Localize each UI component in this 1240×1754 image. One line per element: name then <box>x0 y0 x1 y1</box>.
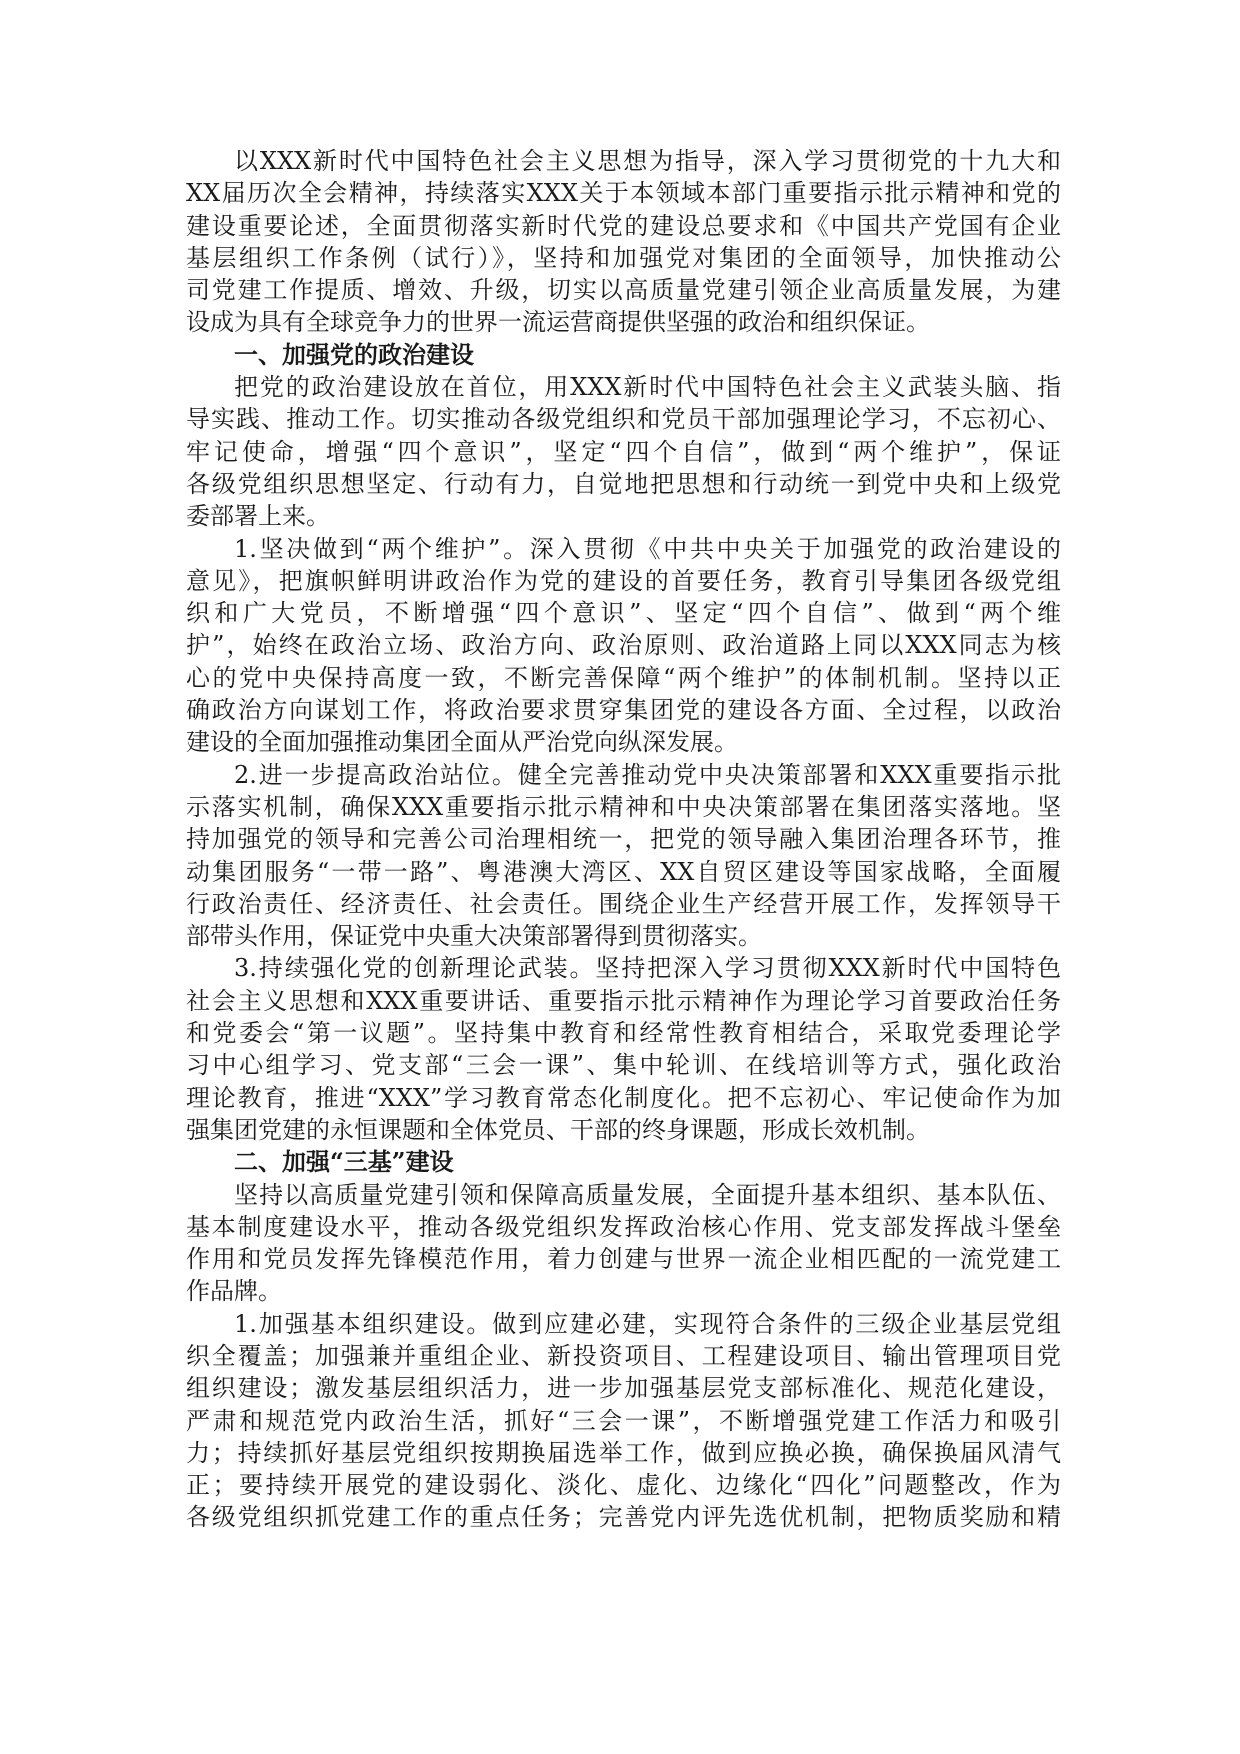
text-line: 动集团服务“一带一路”、粤港澳大湾区、XX自贸区建设等国家战略，全面履 <box>186 857 1061 886</box>
text-line: 把党的政治建设放在首位，用XXX新时代中国特色社会主义武装头脑、指 <box>234 373 1061 402</box>
text-line: 确政治方向谋划工作，将政治要求贯穿集团党的建设各方面、全过程，以政治 <box>186 696 1061 725</box>
text-line: 基层组织工作条例（试行）》，坚持和加强党对集团的全面领导，加快推动公 <box>186 243 1061 272</box>
text-line: 行政治责任、经济责任、社会责任。围绕企业生产经营开展工作，发挥领导干 <box>186 889 1061 918</box>
text-line: 理论教育，推进“XXX”学习教育常态化制度化。把不忘初心、牢记使命作为加 <box>186 1083 1061 1112</box>
text-line: 以XXX新时代中国特色社会主义思想为指导，深入学习贯彻党的十九大和 <box>234 147 1061 175</box>
text-line: 一、加强党的政治建设 <box>234 339 474 369</box>
paragraph <box>186 533 1061 759</box>
text-line: 建设重要论述，全面贯彻落实新时代党的建设总要求和《中国共产党国有企业 <box>186 211 1061 240</box>
text-line: 1.坚决做到“两个维护”。深入贯彻《中共中央关于加强党的政治建设的 <box>234 534 1061 563</box>
text-line: 3.持续强化党的创新理论武装。坚持把深入学习贯彻XXX新时代中国特色 <box>234 954 1061 983</box>
text-line: 2.进一步提高政治站位。健全完善推动党中央决策部署和XXX重要指示批 <box>234 760 1061 789</box>
text-line: 组织建设；激发基层组织活力，进一步加强基层党支部标准化、规范化建设， <box>186 1374 1061 1403</box>
section-heading <box>186 339 1061 371</box>
text-line: 持加强党的领导和完善公司治理相统一，把党的领导融入集团治理各环节，推 <box>186 825 1061 854</box>
document-page <box>186 145 1061 1534</box>
text-line: 护”，始终在政治立场、政治方向、政治原则、政治道路上同以XXX同志为核 <box>186 631 1061 660</box>
text-line: 社会主义思想和XXX重要讲话、重要指示批示精神作为理论学习首要政治任务 <box>186 986 1061 1015</box>
text-line: 正；要持续开展党的建设弱化、淡化、虚化、边缘化“四化”问题整改，作为 <box>186 1471 1061 1500</box>
text-line: 各级党组织思想坚定、行动有力，自觉地把思想和行动统一到党中央和上级党 <box>186 469 1061 498</box>
text-line: 牢记使命，增强“四个意识”，坚定“四个自信”，做到“两个维护”，保证 <box>186 437 1061 466</box>
text-line: 织全覆盖；加强兼并重组企业、新投资项目、工程建设项目、输出管理项目党 <box>186 1341 1061 1370</box>
text-line: 1.加强基本组织建设。做到应建必建，实现符合条件的三级企业基层党组 <box>234 1309 1061 1338</box>
section-heading <box>186 1146 1061 1178</box>
paragraph <box>186 759 1061 953</box>
paragraph <box>186 1308 1061 1534</box>
text-line: 作用和党员发挥先锋模范作用，着力创建与世界一流企业相匹配的一流党建工 <box>186 1245 1061 1274</box>
text-line: 强集团党建的永恒课题和全体党员、干部的终身课题，形成长效机制。 <box>186 1115 930 1144</box>
text-line: 部带头作用，保证党中央重大决策部署得到贯彻落实。 <box>186 922 762 951</box>
text-line: 作品牌。 <box>186 1277 282 1306</box>
text-line: 力；持续抓好基层党组织按期换届选举工作，做到应换必换，确保换届风清气 <box>186 1438 1061 1467</box>
text-line: 委部署上来。 <box>186 502 330 531</box>
text-line: 示落实机制，确保XXX重要指示批示精神和中央决策部署在集团落实落地。坚 <box>186 792 1061 821</box>
text-line: 织和广大党员，不断增强“四个意识”、坚定“四个自信”、做到“两个维 <box>186 599 1061 628</box>
text-line: 设成为具有全球竞争力的世界一流运营商提供坚强的政治和组织保证。 <box>186 308 930 337</box>
text-line: 导实践、推动工作。切实推动各级党组织和党员干部加强理论学习，不忘初心、 <box>186 405 1061 434</box>
text-line: 习中心组学习、党支部“三会一课”、集中轮训、在线培训等方式，强化政治 <box>186 1051 1061 1080</box>
text-line: 二、加强“三基”建设 <box>234 1147 454 1177</box>
text-line: 各级党组织抓党建工作的重点任务；完善党内评先选优机制，把物质奖励和精 <box>186 1503 1061 1532</box>
text-line: 建设的全面加强推动集团全面从严治党向纵深发展。 <box>186 728 738 757</box>
text-line: 和党委会“第一议题”。坚持集中教育和经常性教育相结合，采取党委理论学 <box>186 1019 1061 1048</box>
paragraph <box>186 371 1061 532</box>
text-line: 基本制度建设水平，推动各级党组织发挥政治核心作用、党支部发挥战斗堡垒 <box>186 1212 1061 1241</box>
paragraph <box>186 145 1061 339</box>
text-line: 心的党中央保持高度一致，不断完善保障“两个维护”的体制机制。坚持以正 <box>186 663 1061 692</box>
paragraph <box>186 952 1061 1146</box>
paragraph <box>186 1179 1061 1308</box>
text-line: 意见》，把旗帜鲜明讲政治作为党的建设的首要任务，教育引导集团各级党组 <box>186 566 1061 595</box>
text-line: XX届历次全会精神，持续落实XXX关于本领域本部门重要指示批示精神和党的 <box>186 179 1061 208</box>
text-line: 严肃和规范党内政治生活，抓好“三会一课”，不断增强党建工作活力和吸引 <box>186 1406 1061 1435</box>
text-line: 司党建工作提质、增效、升级，切实以高质量党建引领企业高质量发展，为建 <box>186 276 1061 305</box>
text-line: 坚持以高质量党建引领和保障高质量发展，全面提升基本组织、基本队伍、 <box>234 1180 1061 1209</box>
